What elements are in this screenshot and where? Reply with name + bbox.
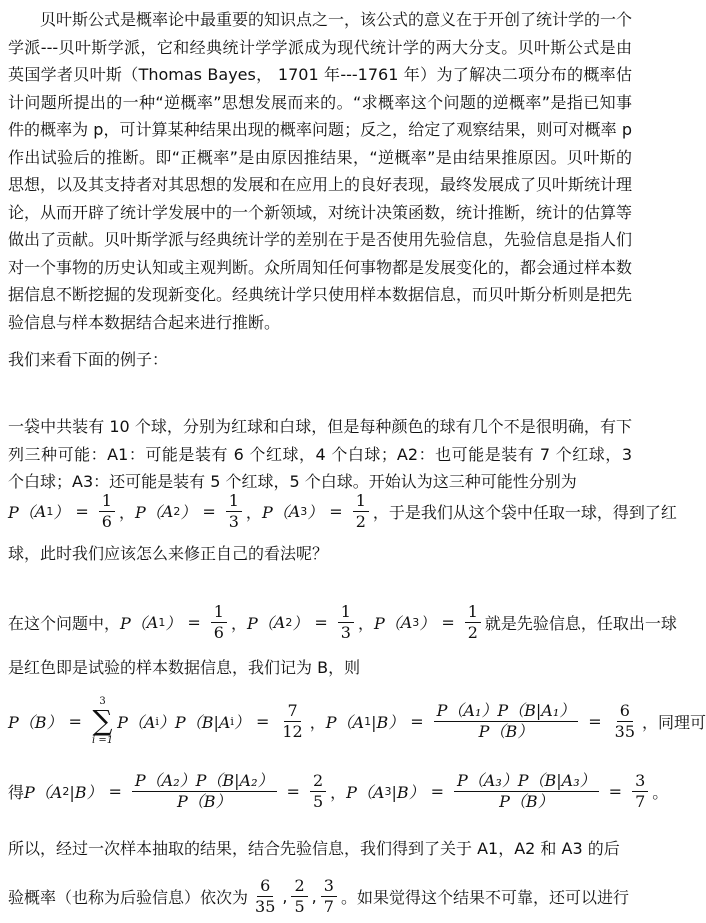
- example-intro: 我们来看下面的例子：: [8, 350, 169, 369]
- conclusion-line-2: 验概率（也称为后验信息）依次为 $\frac{6}{35}$ , $\frac{2}{5}$ , $\frac{3}{7}$ 。如果觉得这个结果不可靠，还可以进行: [8, 875, 629, 916]
- analysis-continued: 是红色即是试验的样本数据信息，我们记为 B，则: [8, 658, 361, 677]
- prior-1-fraction: $\frac{1}{6}$: [99, 491, 115, 532]
- problem-paragraph: 一袋中共装有 10 个球，分别为红球和白球，但是每种颜色的球有几个不是很明确，有下列三种可能：A1：可能是装有 6 个红球，4 个白球；A2：也可能是装有 7 个红球，3 个白球；A3：还可能是装有 5 个红球，5 个白球。开始认为这三种可能性分别为: [8, 417, 632, 491]
- analysis-prior-1: $\frac{1}{6}$: [211, 602, 227, 643]
- pb-value: $\frac{7}{12}$: [282, 700, 303, 741]
- prior-2-label: A: [161, 501, 174, 521]
- a3-bayes-fraction: $\frac{\text{P（A₃）P（B|A₃）}}{P(B)}$: [454, 771, 599, 812]
- a2-bayes-fraction: $\frac{\text{P（A₂）P（B|A₂）}}{P(B)}$: [132, 771, 277, 812]
- priors-line: P（ A 1 ） = $\frac{1}{6}$ ， P（ A 2 ） = $\frac{1}{3}$ ， P（ A 3 ） = $\frac{1}{2}$ ，于是我们从这个袋中任取一球，得到了红: [8, 490, 677, 531]
- intro-paragraph: 贝叶斯公式是概率论中最重要的知识点之一，该公式的意义在于开创了统计学的一个学派---贝叶斯学派，它和经典统计学学派成为现代统计学的两大分支。贝叶斯公式是由英国学者贝叶斯（Thomas Bayes， 1701 年---1761 年）为了解决二项分布的概率估计问题所提出的一种“逆概率”思想发展而来的。“求概率这个问题的逆概率”是指已知事件的概率为 p，可计算某种结果出现的概率问题；反之，给定了观察结果，则可对概率 p 作出试验后的推断。即“正概率”是由原因推结果，“逆概率”是由结果推原因。贝叶斯的思想，以及其支持者对其思想的发展和在应用上的良好表现，最终发展成了贝叶斯统计理论，从而开辟了统计学发展中的一个新领域，对统计决策函数，统计推断，统计的估算等做出了贡献。贝叶斯学派与经典统计学的差别在于是否使用先验信息，先验信息是指人们对一个事物的历史认知或主观判断。众所周知任何事物都是发展变化的，都会通过样本数据信息不断挖掘的发现新变化。经典统计学只使用样本数据信息，而贝叶斯分析则是把先验信息与样本数据结合起来进行推断。: [8, 10, 633, 332]
- analysis-prior-2: $\frac{1}{3}$: [338, 602, 354, 643]
- posterior-1: $\frac{6}{35}$: [255, 875, 276, 916]
- analysis-line: 在这个问题中， P（ A 1 ） = $\frac{1}{6}$ ， P（ A 2 ） = $\frac{1}{3}$ ， P（ A 3 ） = $\frac{1}{2}$ 就是先验信息，任取出一球: [8, 601, 677, 642]
- a3-posterior-value: $\frac{3}{7}$: [632, 771, 648, 812]
- formula-line-1: P（B） = 3 ∑ i =1 P（A i ）P（B|A i ） = $\frac{7}{12}$ ， P（A 1 |B） = $\frac{\text{P（A₁）P（B|A₁）}}{P(B)}$ = $\frac{6}{35}$ ，同理可: [8, 696, 706, 746]
- prior-3-label: A: [288, 501, 301, 521]
- a2-posterior-value: $\frac{2}{5}$: [310, 771, 326, 812]
- sum-symbol: 3 ∑ i =1: [91, 696, 114, 746]
- problem-end: 球，此时我们应该怎么来修正自己的看法呢？: [8, 544, 329, 563]
- priors-tail: ，于是我们从这个袋中任取一球，得到了红: [372, 502, 677, 522]
- prior-3-fraction: $\frac{1}{2}$: [353, 491, 369, 532]
- prior-2-fraction: $\frac{1}{3}$: [226, 491, 242, 532]
- conclusion-line-1: 所以，经过一次样本抽取的结果，结合先验信息，我们得到了关于 A1，A2 和 A3 的后: [8, 839, 620, 858]
- a1-bayes-fraction: $\frac{\text{P（A₁）P（B|A₁）}}{P(B)}$: [434, 701, 579, 742]
- a1-posterior-value: $\frac{6}{35}$: [614, 700, 636, 741]
- pb-lhs: P（B）: [8, 712, 63, 732]
- formula-line-2: 得 P（A 2 |B） = $\frac{\text{P（A₂）P（B|A₂）}}{P(B)}$ = $\frac{2}{5}$ ， P（A 3 |B） = $\frac{\text{P（A₃）P（B|A₃）}}{P(B)}$ = $\frac{3}{7}$ 。: [8, 770, 669, 811]
- posterior-2: $\frac{2}{5}$: [291, 876, 307, 917]
- posterior-3: $\frac{3}{7}$: [321, 876, 337, 917]
- prior-1-label: A: [34, 501, 47, 521]
- analysis-prior-3: $\frac{1}{2}$: [465, 602, 481, 643]
